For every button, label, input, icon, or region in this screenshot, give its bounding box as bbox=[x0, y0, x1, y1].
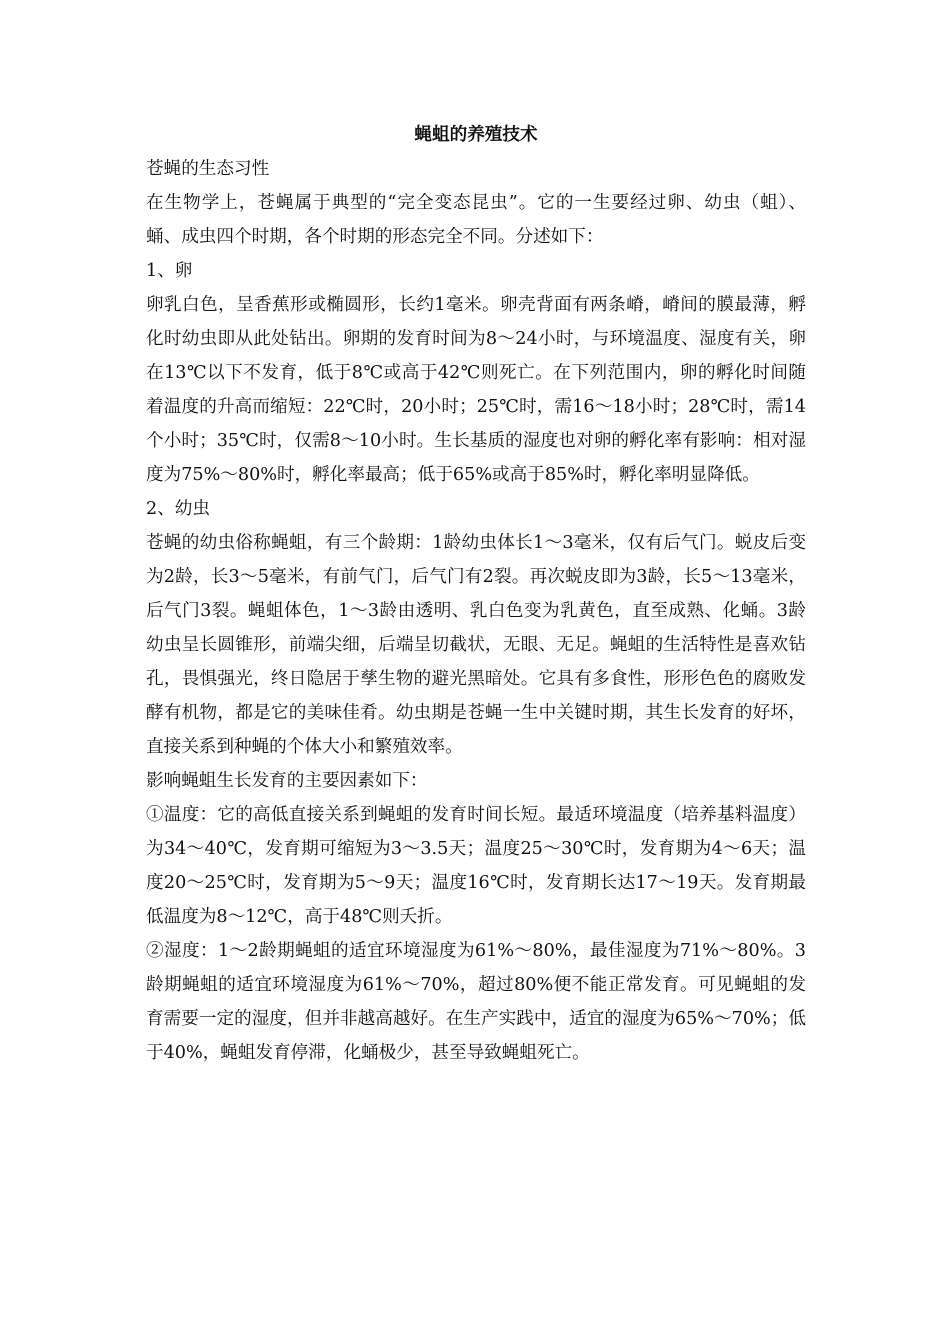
factors-intro: 影响蝇蛆生长发育的主要因素如下： bbox=[146, 771, 428, 791]
section-heading: 苍蝇的生态习性 bbox=[146, 159, 270, 179]
humidity-paragraph: ②湿度：1～2龄期蝇蛆的适宜环境湿度为61%～80%，最佳湿度为71%～80%。3龄期蝇蛆的适宜环境湿度为61%～70%，超过80%便不能正常发育。可见蝇蛆的发育需要一定的湿度，但并非越高越好。在生产实践中，适宜的湿度为65%～70%；低于40%，蝇蛆发育停滞，化蛹极少，甚至导致蝇蛆死亡。 bbox=[146, 941, 806, 1063]
document-body bbox=[146, 116, 806, 1070]
intro-paragraph: 在生物学上，苍蝇属于典型的“完全变态昆虫”。它的一生要经过卵、幼虫（蛆）、蛹、成虫四个时期，各个时期的形态完全不同。分述如下： bbox=[146, 193, 806, 247]
larva-heading: 2、幼虫 bbox=[146, 499, 210, 519]
temperature-paragraph: ①温度：它的高低直接关系到蝇蛆的发育时间长短。最适环境温度（培养基料温度）为34～40℃，发育期可缩短为3～3.5天；温度25～30℃时，发育期为4～6天；温度20～25℃时，发育期为5～9天；温度16℃时，发育期长达17～19天。发育期最低温度为8～12℃，高于48℃则夭折。 bbox=[146, 805, 806, 927]
egg-paragraph: 卵乳白色，呈香蕉形或椭圆形，长约1毫米。卵壳背面有两条嵴，嵴间的膜最薄，孵化时幼虫即从此处钻出。卵期的发育时间为8～24小时，与环境温度、湿度有关，卵在13℃以下不发育，低于8℃或高于42℃则死亡。在下列范围内，卵的孵化时间随着温度的升高而缩短：22℃时，20小时；25℃时，需16～18小时；28℃时，需14个小时；35℃时，仅需8～10小时。生长基质的湿度也对卵的孵化率有影响：相对湿度为75%～80%时，孵化率最高；低于65%或高于85%时，孵化率明显降低。 bbox=[146, 295, 806, 485]
document-title: 蝇蛆的养殖技术 bbox=[414, 124, 538, 145]
egg-heading: 1、卵 bbox=[146, 261, 193, 281]
larva-paragraph: 苍蝇的幼虫俗称蝇蛆，有三个龄期：1龄幼虫体长1～3毫米，仅有后气门。蜕皮后变为2龄，长3～5毫米，有前气门，后气门有2裂。再次蜕皮即为3龄，长5～13毫米，后气门3裂。蝇蛆体色，1～3龄由透明、乳白色变为乳黄色，直至成熟、化蛹。3龄幼虫呈长圆锥形，前端尖细，后端呈切截状，无眼、无足。蝇蛆的生活特性是喜欢钻孔，畏惧强光，终日隐居于孳生物的避光黑暗处。它具有多食性，形形色色的腐败发酵有机物，都是它的美味佳肴。幼虫期是苍蝇一生中关键时期，其生长发育的好坏，直接关系到种蝇的个体大小和繁殖效率。 bbox=[146, 533, 806, 757]
